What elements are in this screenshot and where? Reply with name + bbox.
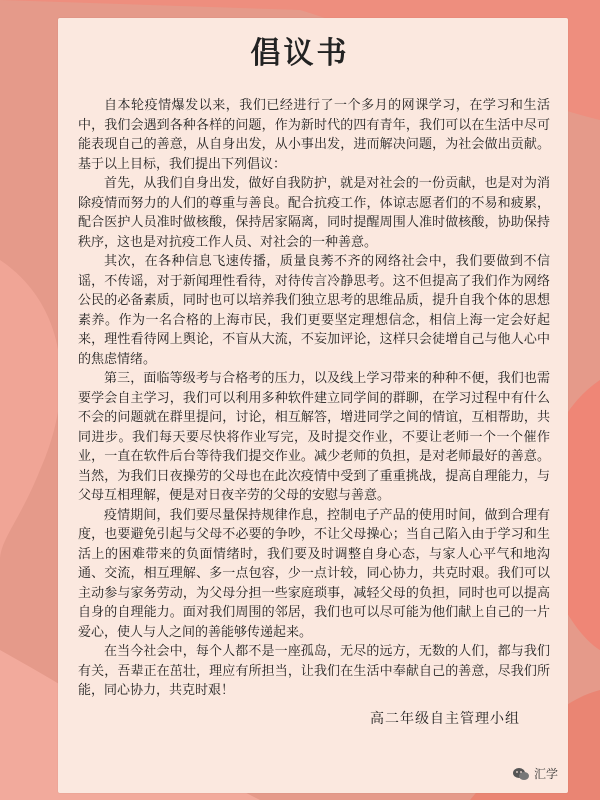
- paragraph-third: 第三，面临等级考与合格考的压力，以及线上学习带来的种种不便，我们也需要学会自主学习，我们可以利用多种软件建立同学间的群聊，在学习过程中有什么不会的问题就在群里提问，讨论，相互解答，增进同学之间的情谊，互相帮助，共同进步。我们每天要尽快将作业写完，及时提交作业，不要让老师一个一个催作业，一直在软件后台等待我们提交作业。减少老师的负担，是对老师最好的善意。当然，为我们日夜操劳的父母也在此次疫情中受到了重重挑战，提高自理能力，与父母互相理解，便是对日夜辛劳的父母的安慰与善意。: [78, 371, 550, 503]
- paragraph-intro: 自本轮疫情爆发以来，我们已经进行了一个多月的网课学习，在学习和生活中，我们会遇到各种各样的问题，作为新时代的四有青年，我们可以在生活中尽可能表现自己的善意，从自身出发，从小事出发，进而解决问题，为社会做出贡献。基于以上目标，我们提出下列倡议：: [78, 98, 550, 172]
- watermark-label: 汇学: [534, 767, 559, 781]
- paragraph-fourth: 疫情期间，我们要尽量保持规律作息，控制电子产品的使用时间，做到合理有度，也要避免引起与父母不必要的争吵，不让父母操心；当自己陷入由于学习和生活上的困难带来的负面情绪时，我们要及时调整自身心态，与家人心平气和地沟通、交流，相互理解、多一点包容，少一点计较，同心协力，共克时艰。我们可以主动参与家务劳动，为父母分担一些家庭琐事，减轻父母的负担，同时也可以提高自身的自理能力。面对我们周围的邻居，我们也可以尽可能为他们献上自己的一片爱心，使人与人之间的善能够传递起来。: [78, 507, 550, 640]
- document-body: [78, 96, 550, 701]
- watermark: [512, 765, 558, 782]
- wechat-icon: [512, 767, 530, 781]
- document-title: 倡议书: [250, 36, 350, 71]
- paragraph-first: 首先，从我们自身出发，做好自我防护，就是对社会的一份贡献，也是对为消除疫情而努力的人们的尊重与善良。配合抗疫工作，体谅志愿者们的不易和疲累，配合医护人员准时做核酸，保持居家隔离，同时提醒周围人准时做核酸，协助保持秩序，这也是对抗疫工作人员、对社会的一种善意。: [78, 176, 550, 250]
- paragraph-closing: 在当今社会中，每个人都不是一座孤岛，无尽的远方，无数的人们，都与我们有关，吾辈正在茁壮，理应有所担当，让我们在生活中奉献自己的善意，尽我们所能，同心协力，共克时艰！: [78, 644, 550, 698]
- paragraph-second: 其次，在各种信息飞速传播，质量良莠不齐的网络社会中，我们要做到不信谣，不传谣，对于新闻理性看待，对待传言冷静思考。这不但提高了我们作为网络公民的必备素质，同时也可以培养我们独立思考的思维品质，提升自我个体的思想素养。作为一名合格的上海市民，我们更要坚定理想信念，相信上海一定会好起来，理性看待网上舆论，不盲从大流，不妄加评论，这样只会徒增自己与他人心中的焦虑情绪。: [78, 254, 550, 367]
- signature: 高二年级自主管理小组: [370, 711, 520, 727]
